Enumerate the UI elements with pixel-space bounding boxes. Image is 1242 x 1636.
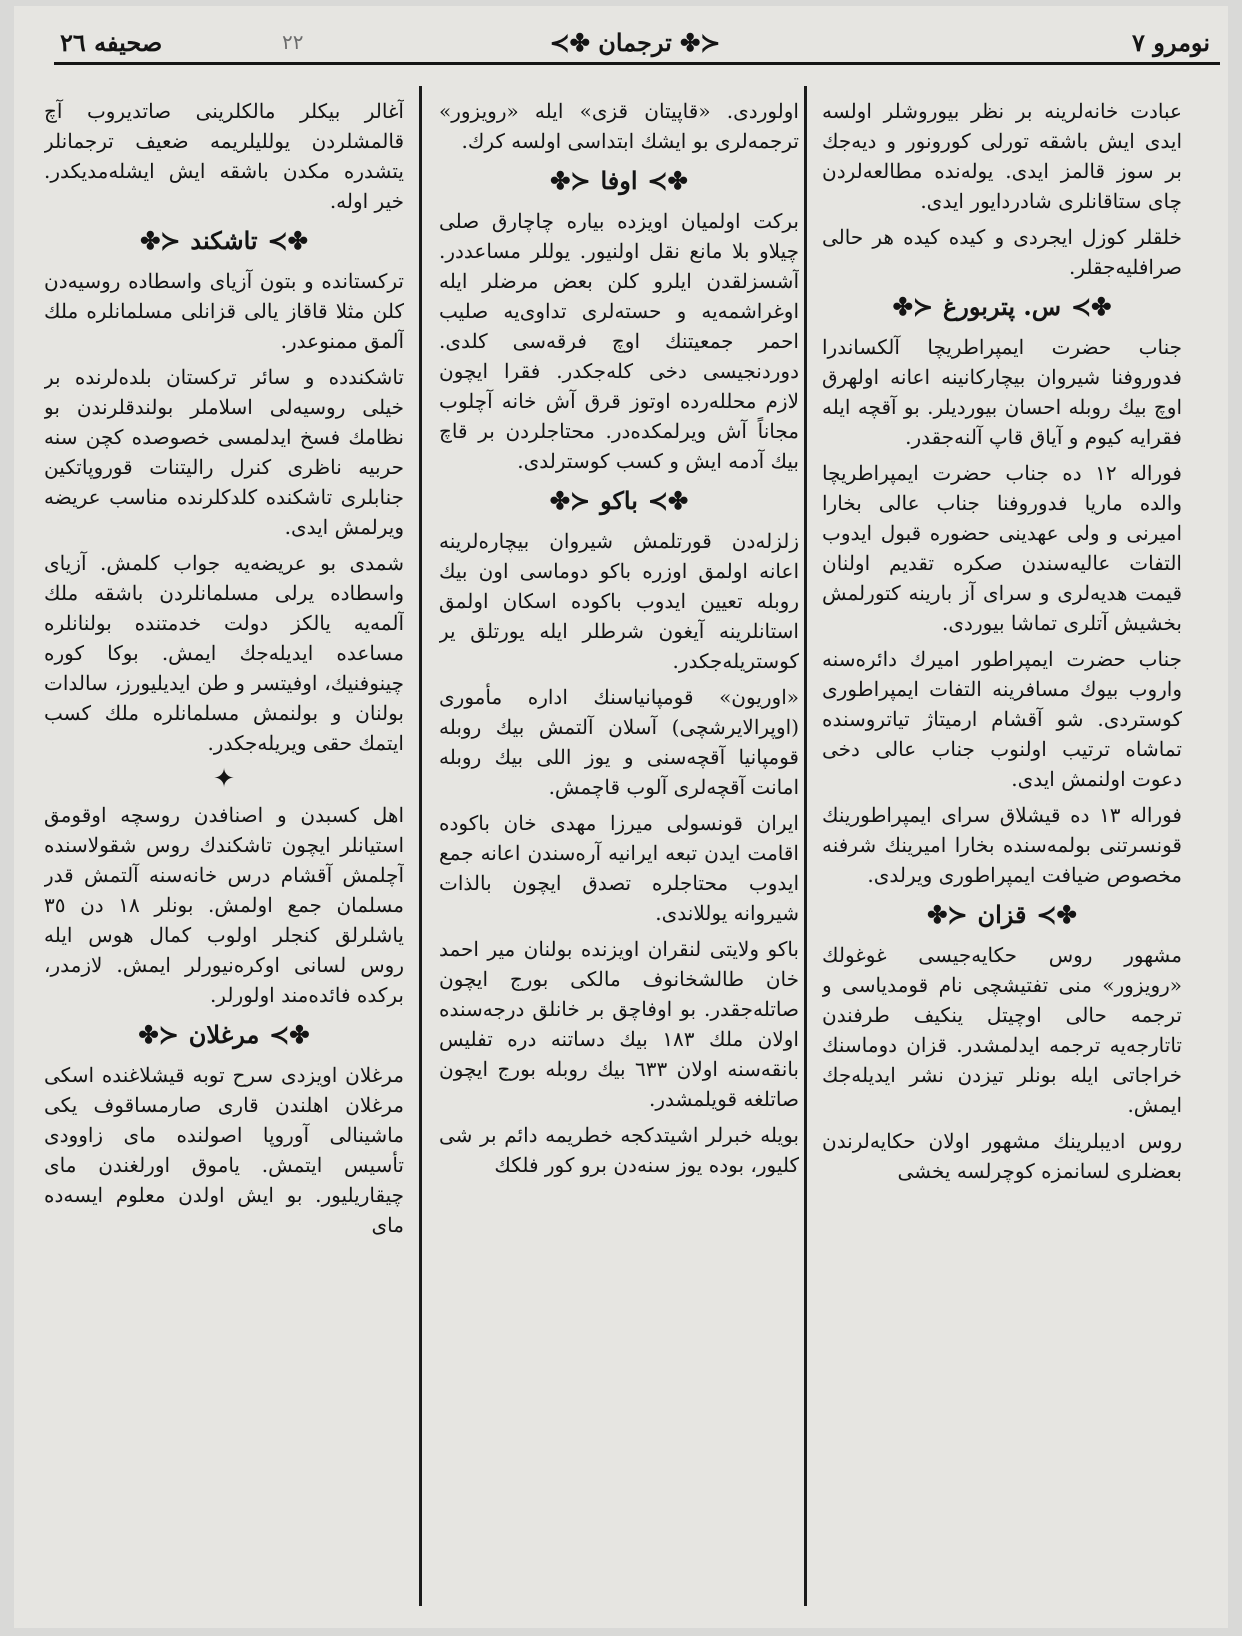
newspaper-name: ترجمان [598,28,672,57]
article-paragraph: برکت اولمیان اویزده بیاره چاچارق صلی چیلاو بلا مانع نقل اولنیور. یوللر مساعددر. آشسزلقدن ایلرو کلن بعض مرضلر ایله اوغراشمه‌یه و حسته‌لری تداوی‌یه صلیب احمر جمعیتنك اوچ فرقه‌سی کلدی. دوردنجیسی دخی کله‌جکدر. فقرا ایچون لازم محلله‌رده اوتوز قرق آش خانه آچلوب مجاناً آش ویرلمکده‌در. محتاجلردن بر قاچ بیك آدمه ایش و کسب کوسترلدی. [439,209,799,473]
article-paragraph: باکو ولایتی لنقران اویزنده بولنان میر احمد خان طالشخانوف مالکی بورج ایچون صاتله‌جقدر. بو اوفاچق بر خانلق درجه‌سنده اولان ملك ١٨٣ بیك دساتنه دره تفلیس بانقه‌سنه اولان ٦٣٣ بیك روبله بورج ایچون صاتلغه قویلمشدر. [439,937,799,1111]
article-paragraph: زلزله‌دن قورتلمش شیروان بیچاره‌لرینه اعانه اولمق اوزره باکو دوماسی اون بیك روبله تعیین ایدوب باکوده اسکان اولمق استانلرینه آیغون شرطلر ایله یورتلق یر کوستریله‌جکدر. [439,529,799,673]
article-paragraph: جناب حضرت ایمپراطریچا آلکساندرا فدوروفنا شیروان بیچارکانینه اعانه اولهرق اوچ بیك روبله احسان بیوردیلر. بو آقچه ایله فقرایه کیوم و آیاق قاپ آلنه‌جقدر. [822,335,1182,449]
newspaper-title [550,28,721,57]
section-heading-baku [439,486,799,516]
section-title: اوفا [600,166,638,195]
faint-page-number: ٢٢ [282,30,304,54]
article-paragraph: بویله خبرلر اشیتدکجه خطریمه دائم بر شی کلیور، بوده یوز سنه‌دن برو کور فلکك [439,1123,799,1177]
section-title: باکو [600,486,638,515]
article-paragraph: جناب حضرت ایمپراطور امیرك دائره‌سنه واروب بیوك مسافرینه التفات ایمپراطوری کوستردی. شو آقشام ارمیتاژ تیاتروسنده تماشاه ترتیب اولنوب جناب عالی دخی دعوت اولنمش ایدی. [822,647,1182,791]
section-heading-ufa [439,166,799,196]
column-left [44,96,404,1606]
column-middle [439,96,799,1606]
article-paragraph: فوراله ١٣ ده قیشلاق سرای ایمپراطورینك قونسرتنی بولمه‌سنده بخارا امیرینك شرفنه مخصوص ضیافت ایمپراطوری ویرلدی. [822,803,1182,887]
divider-ornament: ✦ [213,764,235,794]
article-paragraph: مرغلان اویزدی سرح توبه قیشلاغنده اسکی مرغلان اهلندن قاری صارمساقوف یکی ماشینالی آوروپا اصولنده مای زاوودی تأسیس ایتمش. یاموق اورلغندن مای چیقاریلیور. بو ایش اولدن معلوم ایسه‌ده مای [44,1063,404,1237]
ornament-left: ≺✤ [138,1020,179,1049]
article-paragraph: شمدی بو عریضه‌یه جواب کلمش. آزیای واسطاده یرلی مسلمانلردن باشقه ملك آلمه‌یه یالکز دولت خدمتنده بولنانلره مساعده ایدیله‌جك ایمش. بوکا کوره چینوفنیك، اوفیتسر و طن ایدیلیورز، سالدات بولنان و بولنمش مسلمانلره ملك کسب ایتمك حقی ویریله‌جکدر. [44,551,404,755]
article-paragraph: اولوردی. «قاپیتان قزی» ایله «رویزور» ترجمه‌لری بو ایشك ابتداسی اولسه کرك. [439,99,799,153]
column-right [822,96,1182,1606]
ornament-right: ✤≻ [269,1020,310,1049]
article-paragraph: «اوریون» قومپانیاسنك اداره مأموری (اوپرالایرشچی) آسلان آلتمش بیك روبله قومپانیا آقچه‌سنی و یوز اللی بیك روبله امانت آقچه‌لری آلوب قاچمش. [439,685,799,799]
newspaper-page [14,6,1228,1628]
article-paragraph: خلقلر کوزل ایجردی و کیده کیده هر حالی صرافلیه‌جقلر. [822,225,1182,279]
section-heading-margilan [44,1020,404,1050]
article-paragraph: تاشکندده و سائر ترکستان بلده‌لرنده بر خیلی روسیه‌لی اسلاملر بولندقلرندن بو نظامك فسخ ایدلمسی خصوصده کچن سنه حربیه ناظری کنرل رالیتنات قوروپاتکین جنابلری تاشکنده کلدکلرنده مناسب عریضه ویرلمش ایدی. [44,365,404,539]
article-paragraph: عبادت خانه‌لرینه بر نظر بیوروشلر اولسه ایدی ایش باشقه تورلی کورونور و دیه‌جك بر سوز قالمز ایدی. یوله‌نده مطالعه‌لردن چای ستاقانلری شادردایور ایدی. [822,99,1182,213]
article-paragraph: روس ادیبلرینك مشهور اولان حکایه‌لرندن بعضلری لسانمزه کوچرلسه یخشی [822,1129,1182,1183]
column-rule-left [419,86,422,1606]
section-title: س. پتربورغ [942,292,1062,321]
section-title: قزان [977,900,1027,929]
ornament-left: ≺✤ [927,900,968,929]
section-heading-kazan [822,900,1182,930]
ornament-right: ✤≻ [267,226,308,255]
article-paragraph: ترکستانده و بتون آزیای واسطاده روسیه‌دن کلن مثلا قاقاز یالی قزانلی مسلمانلره ملك آلمق ممنوعدر. [44,269,404,353]
section-title: مرغلان [188,1020,260,1049]
header-rule [54,62,1220,65]
article-paragraph: آغالر بیکلر مالکلرینی صاتدیروب آچ قالمشلردن یوللیلریمه ضعیف ترجمانلر یتشدره مکدن باشقه ایش ایشله‌مدیکدر. خیر اوله. [44,99,404,213]
article-paragraph: اهل کسبدن و اصنافدن روسچه اوقومق استیانلر ایچون تاشکندك روس شقولاسنده آچلمش آقشام درس خانه‌سنه آلتمش قدر مسلمان جمع اولمش. بونلر ١٨ دن ٣٥ یاشلرلق کنجلر اولوب کمال هوس ایله روس لسانی اوکره‌نیورلر ایمش. لازمدر، برکده فائده‌مند اولورلر. [44,803,404,1007]
section-heading-tashkent [44,226,404,256]
column-rule-right [804,86,807,1606]
section-title: تاشکند [190,226,258,255]
ornament-left: ≺✤ [550,166,591,195]
ornament-left: ≺✤ [892,292,933,321]
article-paragraph: ایران قونسولی میرزا مهدی خان باکوده اقامت ایدن تبعه ایرانیه آره‌سندن اعانه جمع ایدوب محتاجلره تصدق ایچون بالذات شیروانه یوللاندی. [439,811,799,925]
article-paragraph: مشهور روس حکایه‌جیسی غوغولك «رویزور» منی تفتیشچی نام قومدیاسی و ترجمه حالی اوچیتل ینکیف طرفندن تاتارجه‌یه ترجمه ایدلمشدر. قزان دوماسنك خراجاتی ایله بونلر تیزدن نشر ایدیله‌جك ایمش. [822,943,1182,1117]
title-ornament-left: ≺✤ [680,28,721,57]
title-ornament-right: ✤≻ [549,28,590,57]
article-paragraph: فوراله ١٢ ده جناب حضرت ایمپراطریچا والده ماریا فدوروفنا جناب عالی بخارا امیرنی و ولی عهدینی حضوره قبول ایدوب التفات عالیه‌سندن صکره تقدیم اولنان قیمت هدیه‌لری و سرای آز بارینه کتورلمش بخشیش آتلری تماشا بیوردی. [822,461,1182,635]
section-heading-petersburg [822,292,1182,322]
ornament-right: ✤≻ [647,166,688,195]
ornament-left: ≺✤ [140,226,181,255]
ornament-right: ✤≻ [1071,292,1112,321]
ornament-left: ≺✤ [549,486,591,515]
ornament-right: ✤≻ [1036,900,1077,929]
page-number: صحیفه ٢٦ [60,28,163,57]
issue-number: نومرو ٧ [1131,28,1210,57]
ornament-right: ✤≻ [647,486,689,515]
